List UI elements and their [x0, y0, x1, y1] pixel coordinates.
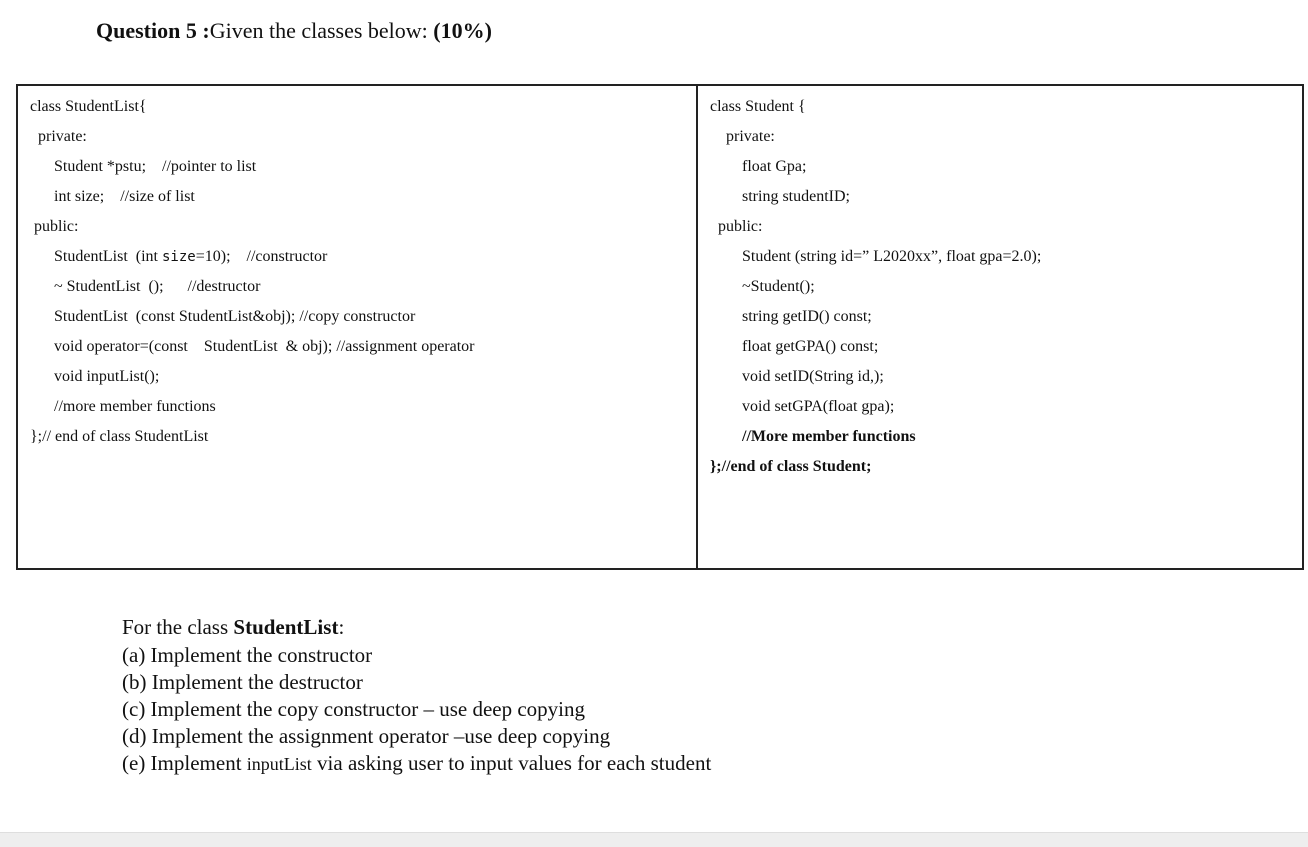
- code-line: public:: [710, 218, 763, 235]
- code-line: void inputList();: [30, 368, 160, 385]
- question-heading: [96, 16, 492, 46]
- question-text: Given the classes below:: [209, 18, 434, 43]
- task-e-prefix: (e) Implement: [122, 751, 247, 775]
- code-line: Student (string id=” L2020xx”, float gpa=2.0);: [710, 248, 1042, 265]
- task-item-c: (c) Implement the copy constructor – use deep copying: [122, 697, 586, 721]
- intro-class-name: StudentList: [233, 615, 339, 639]
- task-instructions: [122, 612, 711, 777]
- class-definitions-table: [16, 84, 1304, 570]
- code-line: Student *pstu; //pointer to list: [30, 158, 257, 175]
- student-class-code: [698, 86, 1302, 568]
- code-line: void setGPA(float gpa);: [710, 398, 895, 415]
- code-line: string studentID;: [710, 188, 850, 205]
- page-bottom-edge: [0, 832, 1308, 847]
- code-line: ~Student();: [710, 278, 815, 295]
- task-item-b: (b) Implement the destructor: [122, 670, 363, 694]
- code-line: public:: [30, 218, 79, 235]
- code-line: void operator=(const StudentList & obj); //assignment operator: [30, 338, 475, 355]
- task-item-d: (d) Implement the assignment operator –use deep copying: [122, 724, 611, 748]
- intro-suffix: :: [338, 615, 345, 639]
- code-line: };// end of class StudentList: [30, 428, 209, 445]
- task-e-suffix: via asking user to input values for each student: [311, 751, 712, 775]
- question-points: (10%): [433, 18, 492, 43]
- code-line: string getID() const;: [710, 308, 872, 325]
- code-line: int size; //size of list: [30, 188, 195, 205]
- code-fragment-mono: size: [162, 249, 196, 265]
- code-line: private:: [30, 128, 87, 145]
- question-number: Question 5 :: [96, 18, 210, 43]
- code-line: float getGPA() const;: [710, 338, 879, 355]
- intro-prefix: For the class: [122, 615, 234, 639]
- instructions-intro: [122, 612, 711, 642]
- code-line: float Gpa;: [710, 158, 807, 175]
- code-line: class Student {: [710, 98, 806, 115]
- code-fragment: =10); //constructor: [195, 248, 328, 265]
- code-line: //More member functions: [710, 428, 916, 445]
- code-line: //more member functions: [30, 398, 216, 415]
- code-line: ~ StudentList (); //destructor: [30, 278, 261, 295]
- studentlist-class-code: [18, 86, 698, 568]
- code-line: void setID(String id,);: [710, 368, 884, 385]
- task-item-e: [122, 750, 711, 777]
- task-e-code: inputList: [246, 754, 312, 774]
- code-line: };//end of class Student;: [710, 458, 872, 475]
- code-fragment: StudentList (int: [30, 248, 162, 265]
- code-line: [30, 242, 696, 272]
- code-line: private:: [710, 128, 775, 145]
- code-line: class StudentList{: [30, 98, 147, 115]
- task-item-a: (a) Implement the constructor: [122, 643, 373, 667]
- code-line: StudentList (const StudentList&obj); //copy constructor: [30, 308, 416, 325]
